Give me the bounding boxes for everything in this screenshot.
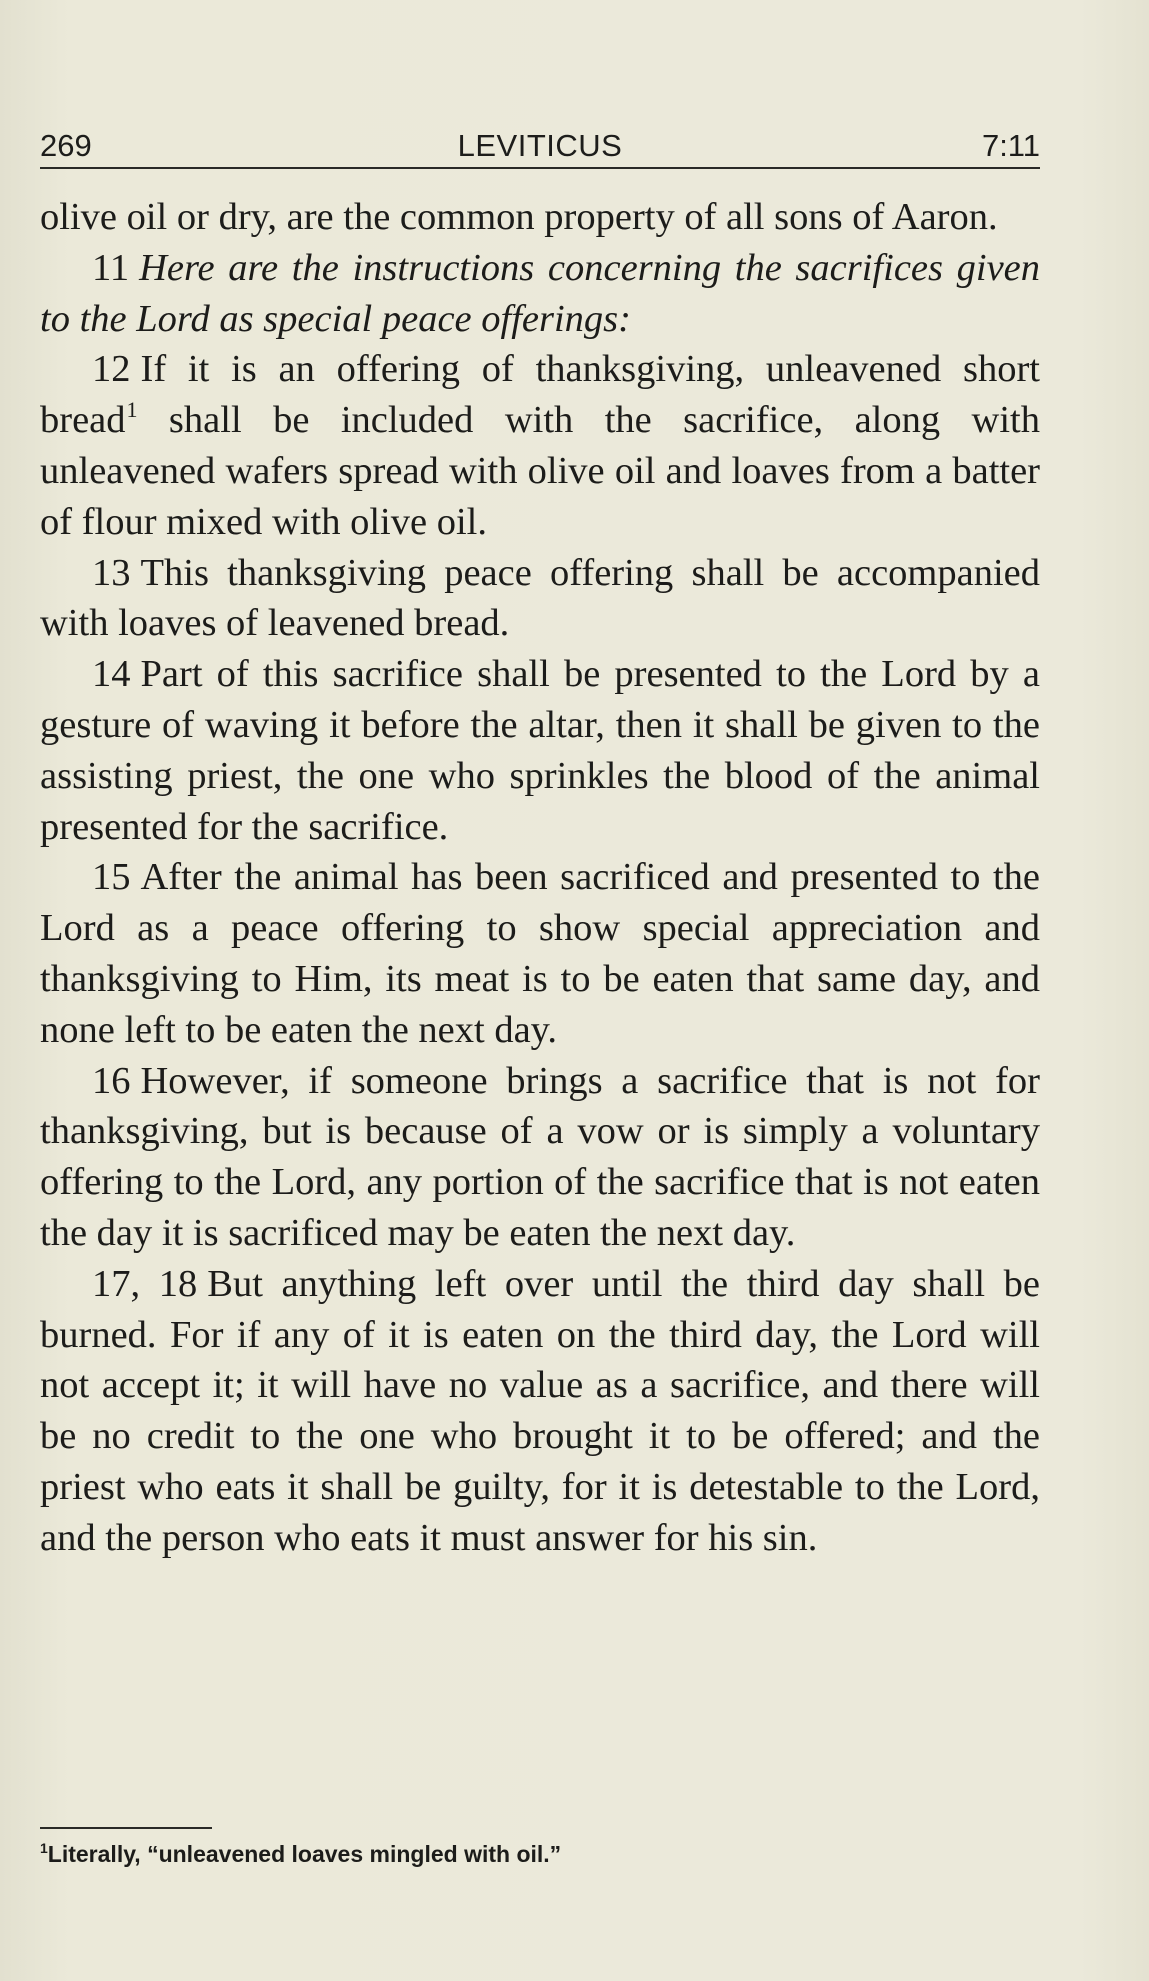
verse-text: Here are the instructions concerning the sacrifices given to the Lord as special peace offerings:	[40, 246, 1040, 340]
paragraph-text: olive oil or dry, are the common property of all sons of Aaron.	[40, 196, 998, 238]
header-rule	[40, 167, 1040, 169]
body-text	[40, 192, 1040, 1564]
footnote-rule	[40, 1827, 212, 1829]
verse-text: After the animal has been sacrificed and presented to the Lord as a peace offering to show special appreciation and thanksgiving to Him, its meat is to be eaten that same day, and none left to be eaten the next day.	[40, 856, 1040, 1051]
footnote-text: Literally, “unleavened loaves mingled with oil.”	[47, 1841, 562, 1867]
verse-12	[40, 344, 1040, 547]
book-title: LEVITICUS	[457, 128, 623, 163]
verse-text: However, if someone brings a sacrifice that is not for thanksgiving, but is because of a vow or is simply a voluntary offering to the Lord, any portion of the sacrifice that is not eaten the day it is sacrificed may be eaten the next day.	[40, 1059, 1040, 1254]
verse-number: 14	[92, 653, 131, 696]
verse-14	[40, 649, 1040, 852]
verse-16	[40, 1056, 1040, 1259]
verse-text: Part of this sacrifice shall be presented to the Lord by a gesture of waving it before the altar, then it shall be given to the assisting priest, the one who sprinkles the blood of the animal presented for the sacrifice.	[40, 653, 1040, 848]
verse-number: 11	[92, 246, 130, 289]
verse-11	[40, 243, 1040, 345]
verse-text-continued: shall be included with the sacrifice, along with unleavened wafers spread with olive oil and loaves from a batter of flour mixed with olive oil.	[40, 399, 1040, 543]
verse-number: 13	[92, 551, 131, 594]
verse-text: This thanksgiving peace offering shall be accompanied with loaves of leavened bread.	[40, 551, 1040, 645]
verse-number: 15	[92, 856, 131, 899]
verse-17-18	[40, 1259, 1040, 1564]
verse-15	[40, 852, 1040, 1055]
footnote-marker: 1	[126, 397, 138, 423]
chapter-verse-reference: 7:11	[981, 128, 1040, 163]
verse-13	[40, 548, 1040, 650]
verse-number: 12	[92, 348, 131, 391]
verse-text: But anything left over until the third day shall be burned. For if any of it is eaten on the third day, the Lord will not accept it; it will have no value as a sacrifice, and there will be no credit to the one who brought it to be offered; and the priest who eats it shall be guilty, for it is detestable to the Lord, and the person who eats it must answer for his sin.	[40, 1262, 1041, 1559]
verse-number: 16	[92, 1059, 131, 1102]
verse-number: 17, 18	[92, 1262, 198, 1305]
footnote-mark: 1	[40, 1840, 48, 1856]
continuation-paragraph	[40, 192, 1040, 243]
page-number: 269	[40, 128, 92, 163]
footnote	[40, 1839, 1040, 1869]
verse-text: If it is an offering of thanksgiving, unleavened short bread	[40, 348, 1040, 442]
running-header	[40, 128, 1040, 172]
